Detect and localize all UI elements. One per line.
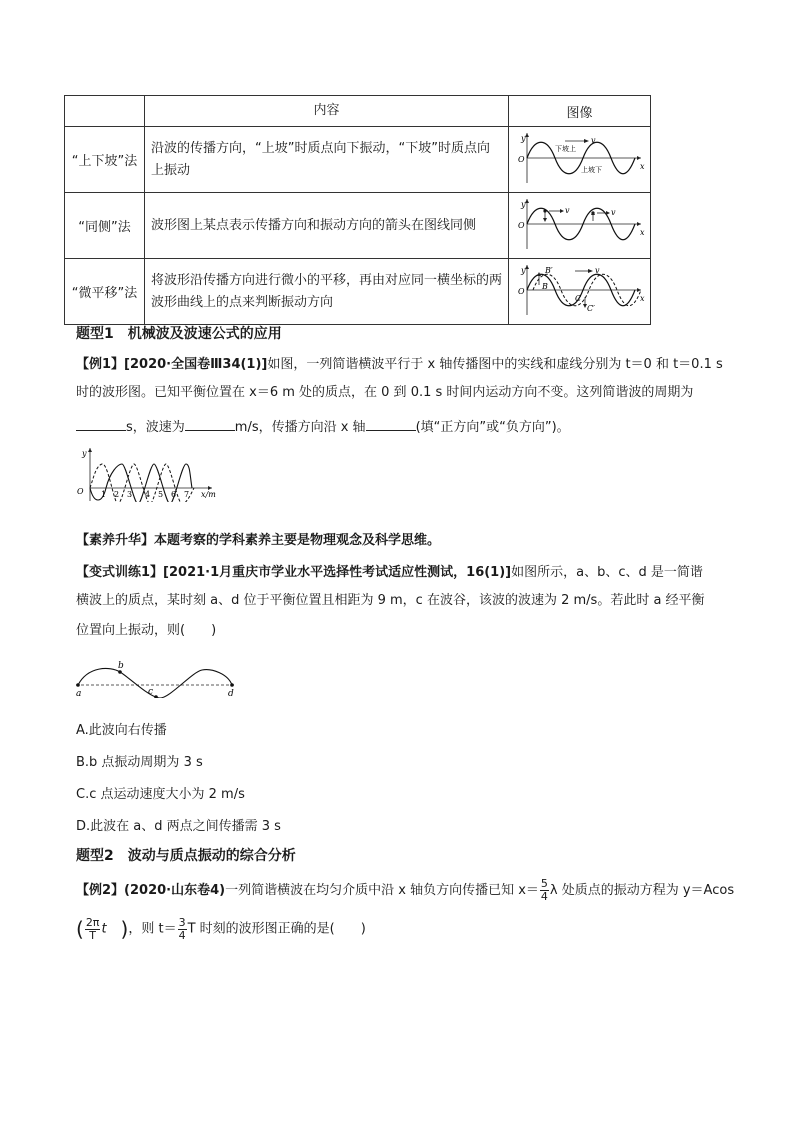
- example-text: T 时刻的波形图正确的是( ): [187, 921, 366, 937]
- method-figure: [509, 127, 651, 193]
- method-content: 波形图上某点表示传播方向和振动方向的箭头在图线同侧: [145, 193, 509, 259]
- fig-x-label: x/m: [201, 490, 216, 499]
- example-2-line-2: [76, 914, 776, 945]
- method-name: “上下坡”法: [65, 127, 145, 193]
- example-text: λ 处质点的振动方程为 y＝Acos: [549, 883, 735, 898]
- method-name: “微平移”法: [65, 259, 145, 325]
- tick-label: 3: [127, 490, 133, 499]
- point-d-label: d: [228, 689, 234, 698]
- variant-1-line-2: 横波上的质点，某时刻 a、d 位于平衡位置且相距为 9 m，c 在波谷，该波的波速为 2 m/s。若此时 a 经平衡: [76, 593, 705, 608]
- fig-c-prime-label: C′: [587, 304, 595, 313]
- tick-label: 4: [145, 490, 151, 499]
- sameside-wave-figure: [509, 193, 650, 254]
- method-figure: [509, 193, 651, 259]
- example-text: m/s，传播方向沿 x 轴: [234, 420, 366, 435]
- fig-y-label: y: [521, 200, 526, 209]
- shift-wave-figure: [509, 259, 650, 320]
- variable-t: t: [101, 921, 107, 937]
- variant-text: 如图所示，a、b、c、d 是一简谐: [511, 565, 703, 580]
- option-c[interactable]: C.c 点运动速度大小为 2 m/s: [76, 787, 245, 802]
- section-title-1: 题型1 机械波及波速公式的应用: [76, 326, 282, 342]
- example-text: 一列简谐横波在均匀介质中沿 x 轴负方向传播已知 x＝: [225, 883, 539, 898]
- fig-y-label: y: [521, 266, 526, 275]
- denominator: 4: [540, 890, 548, 903]
- answer-blank-period[interactable]: [76, 416, 126, 431]
- option-a[interactable]: A.此波向右传播: [76, 723, 167, 738]
- fig-origin-label: O: [77, 487, 84, 496]
- numerator: 2π: [85, 915, 100, 929]
- example-text: 如图，一列简谐横波平行于 x 轴传播图中的实线和虚线分别为 t＝0 和 t＝0.1 s: [267, 357, 723, 372]
- fig-x-label: x: [640, 228, 645, 237]
- example-1-wave-figure: [72, 446, 232, 502]
- paren-right: ): [120, 917, 129, 941]
- denominator: 4: [178, 928, 186, 942]
- numerator: 3: [178, 915, 186, 929]
- updown-wave-figure: [509, 127, 650, 188]
- fig-x-label: x: [640, 162, 645, 171]
- fig-y-label: y: [82, 449, 87, 458]
- fig-origin-label: O: [518, 221, 525, 230]
- example-1-line-2: 时的波形图。已知平衡位置在 x＝6 m 处的质点，在 0 到 0.1 s 时间内运动方向不变。这列简谐波的周期为: [76, 385, 694, 400]
- variant-source: [2021·1月重庆市学业水平选择性考试适应性测试，16(1)]: [163, 565, 512, 580]
- fig-origin-label: O: [518, 155, 525, 164]
- fig-v-label: v: [595, 266, 600, 275]
- example-text: s，波速为: [126, 420, 185, 435]
- method-name: “同侧”法: [65, 193, 145, 259]
- option-b[interactable]: B.b 点振动周期为 3 s: [76, 755, 203, 770]
- table-row: [65, 193, 651, 259]
- answer-blank-speed[interactable]: [185, 416, 235, 431]
- header-content: 内容: [145, 96, 509, 127]
- example-1-line-1: [76, 355, 776, 375]
- fraction-2pi-T: [85, 917, 101, 942]
- variant-1-line-3: 位置向上振动，则( ): [76, 623, 217, 638]
- fraction-5-4: [540, 878, 549, 903]
- variant-1-line-1: [76, 563, 776, 583]
- fig-c-label: C: [575, 294, 582, 303]
- table-row: [65, 259, 651, 325]
- fig-uphill-label: 上坡下: [581, 166, 602, 174]
- example-text: ，则 t＝: [128, 921, 177, 937]
- table-header-row: [65, 96, 651, 127]
- fig-downhill-label: 下坡上: [555, 145, 576, 153]
- fig-y-label: y: [521, 134, 526, 143]
- example-source: [2020·全国卷Ⅲ34(1)]: [124, 357, 268, 372]
- method-content: 沿波的传播方向，“上坡”时质点向下振动，“下坡”时质点向上振动: [145, 127, 509, 193]
- point-a-label: a: [76, 689, 82, 698]
- fig-origin-label: O: [518, 287, 525, 296]
- method-figure: [509, 259, 651, 325]
- example-tag: 【例1】: [76, 357, 125, 372]
- example-2-line-1: [76, 876, 786, 906]
- fig-x-label: x: [640, 294, 645, 303]
- answer-blank-direction[interactable]: [366, 416, 416, 431]
- tick-label: 7: [184, 490, 190, 499]
- fraction-3-4: [178, 917, 187, 942]
- fig-v-label: v: [611, 208, 616, 217]
- point-b-label: b: [118, 661, 124, 671]
- example-tag: 【例2】: [76, 883, 125, 898]
- fig-v-label: v: [591, 136, 596, 145]
- header-image: 图像: [509, 96, 651, 127]
- paren-left: (: [76, 917, 84, 941]
- example-1-line-3: [76, 416, 776, 438]
- denominator: T: [89, 928, 96, 942]
- fig-b-prime-label: B′: [545, 266, 553, 275]
- section-title-2: 题型2 波动与质点振动的综合分析: [76, 848, 296, 864]
- note-tag: 【素养升华】: [76, 533, 155, 548]
- tick-label: 5: [158, 490, 164, 499]
- table-row: [65, 127, 651, 193]
- example-source: (2020·山东卷4): [124, 883, 226, 898]
- variant-tag: 【变式训练1】: [76, 565, 164, 580]
- variant-1-wave-figure: [72, 658, 242, 698]
- point-c-label: c: [148, 687, 154, 697]
- option-d[interactable]: D.此波在 a、d 两点之间传播需 3 s: [76, 819, 281, 834]
- note-text: 本题考察的学科素养主要是物理观念及科学思维。: [154, 533, 441, 548]
- tick-label: 6: [171, 490, 177, 499]
- note-line: [76, 531, 440, 551]
- tick-label: 2: [114, 490, 120, 499]
- method-content: 将波形沿传播方向进行微小的平移，再由对应同一横坐标的两波形曲线上的点来判断振动方向: [145, 259, 509, 325]
- fig-b-label: B: [542, 282, 548, 291]
- fig-v-label: v: [565, 206, 570, 215]
- numerator: 5: [540, 877, 548, 890]
- methods-table: [64, 95, 651, 325]
- example-text: (填“正方向”或“负方向”)。: [415, 420, 570, 435]
- header-empty-cell: [65, 96, 145, 127]
- tick-label: 1: [101, 490, 107, 499]
